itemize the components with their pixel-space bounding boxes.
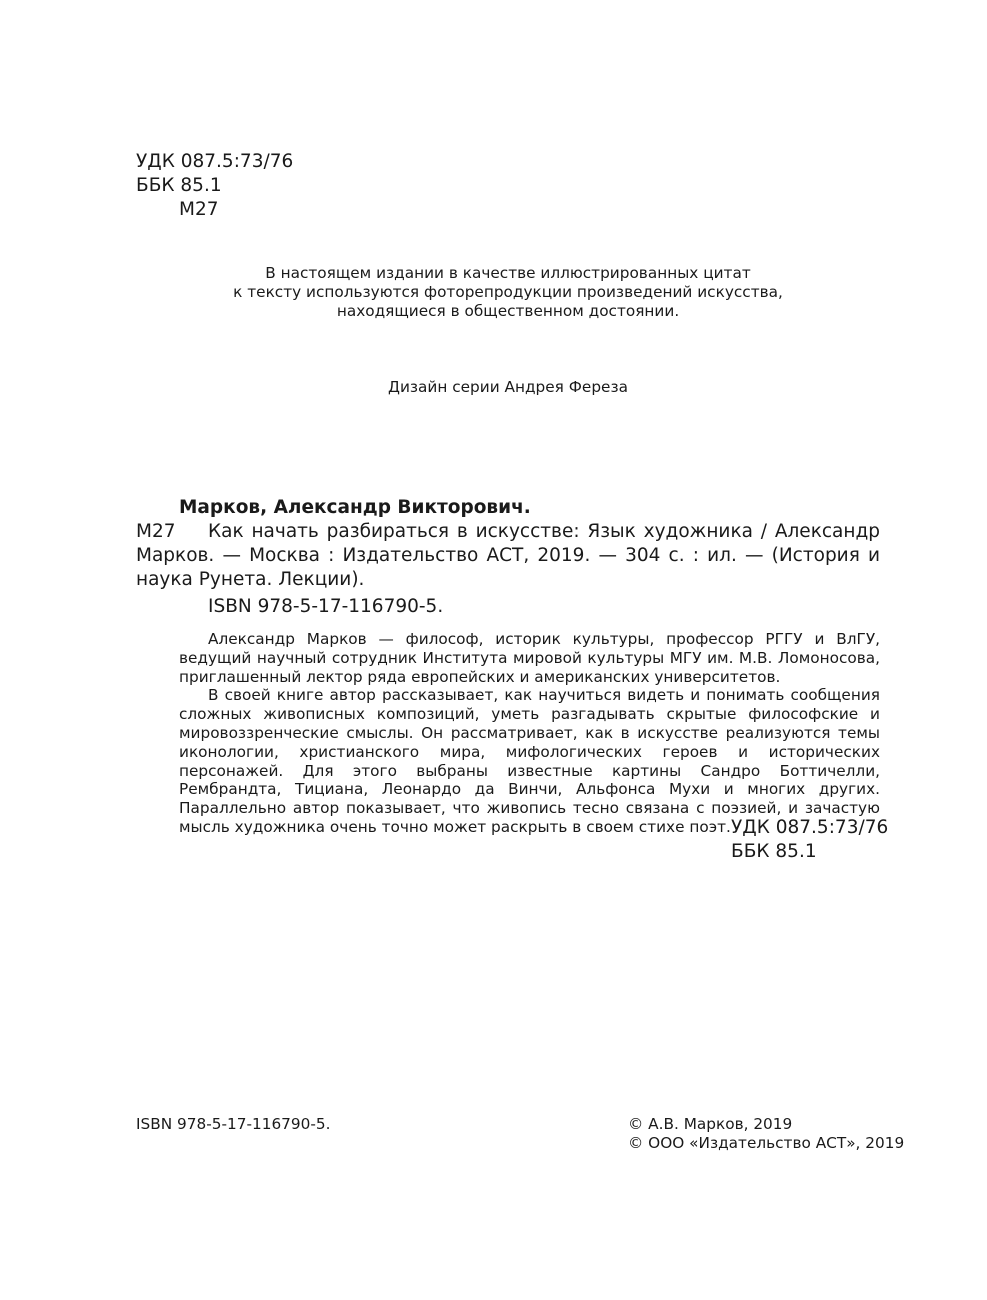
catalog-classification bbox=[731, 816, 888, 864]
author-heading: Марков, Александр Викторович. bbox=[179, 497, 531, 518]
copyright-line: © А.В. Марков, 2019 bbox=[628, 1115, 793, 1133]
footer-isbn: ISBN 978-5-17-116790-5. bbox=[136, 1115, 331, 1133]
bbk-code: ББК 85.1 bbox=[136, 175, 222, 196]
notice-line: к тексту используются фоторепродукции произведений искусства, bbox=[233, 282, 783, 301]
notice-line: находящиеся в общественном достоянии. bbox=[336, 301, 680, 320]
classification-block bbox=[136, 150, 293, 222]
notice-line: В настоящем издании в качестве иллюстрированных цитат bbox=[265, 264, 751, 282]
catalog-mark: М27 bbox=[136, 521, 176, 542]
isbn: ISBN 978-5-17-116790-5. bbox=[208, 596, 444, 617]
udk-code: УДК 087.5:73/76 bbox=[136, 151, 294, 172]
author-mark: М27 bbox=[179, 199, 219, 220]
annotation bbox=[179, 630, 880, 837]
bibliographic-description: Как начать разбираться в искусстве: Язык художника / Александр Марков. — Москва : Издательство АСТ, 2019. — 304 с. : ил. — (История и наука Рунета. Лекции). bbox=[136, 521, 880, 590]
annotation-paragraph: Александр Марков — философ, историк культуры, профессор РГГУ и ВлГУ, ведущий научный сотрудник Института мировой культуры МГУ им. М.В. Ломоносова, приглашенный лектор ряда европейских и американских университетов. bbox=[179, 630, 880, 686]
reproduction-notice bbox=[136, 264, 880, 320]
design-credit: Дизайн серии Андрея Фереза bbox=[388, 378, 628, 396]
copyright-block bbox=[628, 1115, 904, 1153]
copyright-line: © ООО «Издательство АСТ», 2019 bbox=[628, 1133, 905, 1152]
annotation-paragraph: В своей книге автор рассказывает, как научиться видеть и понимать сообщения сложных живописных композиций, уметь разгадывать скрытые философские и мировоззренческие смыслы. Он рассматривает, как в искусстве реализуются темы иконологии, христианского мира, мифологических героев и исторических персонажей. Для этого выбраны известные картины Сандро Боттичелли, Рембрандта, Тициана, Леонардо да Винчи, Альфонса Мухи и многих других. Параллельно автор показывает, что живопись тесно связана с поэзией, и зачастую мысль художника очень точно может раскрыть в своем стихе поэт. bbox=[179, 686, 880, 836]
udk-code: УДК 087.5:73/76 bbox=[731, 817, 889, 838]
bbk-code: ББК 85.1 bbox=[731, 841, 817, 862]
